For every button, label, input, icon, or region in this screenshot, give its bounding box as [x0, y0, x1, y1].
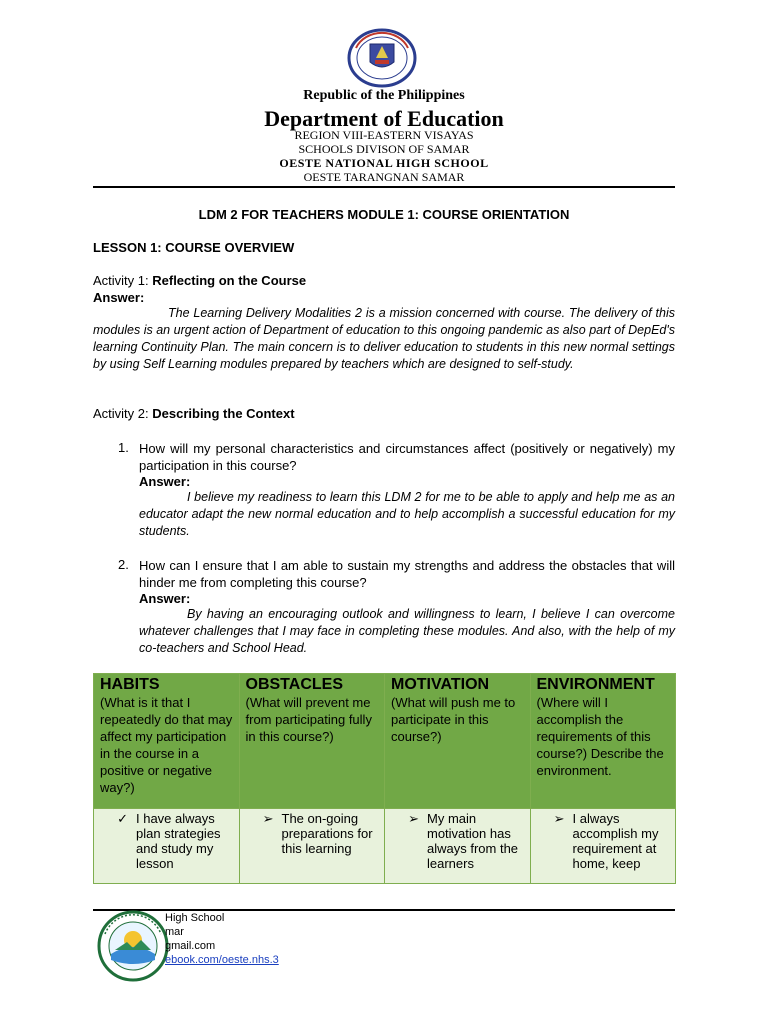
checkmark-icon: ✓ — [117, 811, 128, 826]
footer-divider — [93, 909, 675, 911]
activity-2-prefix: Activity 2: — [93, 406, 149, 421]
environment-description: (Where will I accomplish the requirements of this course?) Describe the environment. — [536, 695, 664, 778]
obstacles-heading: OBSTACLES — [245, 676, 343, 693]
environment-entry: I always accomplish my requirement at home, keep — [572, 811, 659, 871]
obstacles-entry: The on-going preparations for this learning — [281, 811, 373, 856]
motivation-entry-cell — [385, 809, 531, 884]
activity-2-title: Describing the Context — [152, 406, 295, 421]
activity-1-title: Reflecting on the Course — [152, 273, 307, 288]
arrow-bullet-icon: ➢ — [553, 811, 565, 826]
footer-address: mar — [165, 926, 184, 938]
activity-1-answer-label: Answer: — [93, 290, 145, 305]
question-1-answer: I believe my readiness to learn this LDM 2 for me to be able to apply and help me as an educator adapt the new normal education and to help accomplish a successful education for my students. — [139, 490, 675, 538]
lesson-heading: LESSON 1: COURSE OVERVIEW — [93, 240, 295, 255]
obstacles-entry-cell — [239, 809, 385, 884]
question-1-answer-label: Answer: — [139, 474, 191, 489]
school-location: OESTE TARANGNAN SAMAR — [303, 170, 465, 184]
department-title: Department of Education — [264, 106, 504, 131]
habits-description: (What is it that I repeatedly do that may affect my participation in the course in a positive or negative way?) — [100, 695, 233, 795]
school-name: OESTE NATIONAL HIGH SCHOOL — [279, 156, 489, 170]
republic-line: Republic of the Philippines — [303, 88, 465, 103]
question-2-answer: By having an encouraging outlook and willingness to learn, I believe I can overcome whatever challenges that I may face in completing these modules. And also, with the help of my co-teachers and School Head. — [139, 607, 675, 655]
motivation-description: (What will push me to participate in this course?) — [391, 695, 516, 744]
footer-email: gmail.com — [165, 940, 216, 952]
deped-seal-logo — [346, 28, 418, 88]
habits-header-cell — [94, 674, 240, 809]
school-seal-logo — [93, 910, 173, 982]
table-row — [94, 809, 676, 884]
question-2-number: 2. — [118, 557, 129, 572]
habits-heading: HABITS — [100, 676, 160, 693]
header-divider — [93, 186, 675, 188]
division-line: SCHOOLS DIVISON OF SAMAR — [298, 142, 470, 156]
environment-entry-cell — [530, 809, 676, 884]
document-title: LDM 2 FOR TEACHERS MODULE 1: COURSE ORIENTATION — [198, 207, 570, 222]
activity-2-heading — [93, 406, 295, 421]
motivation-entry: My main motivation has always from the learners — [427, 811, 519, 871]
environment-header-cell — [530, 674, 676, 809]
footer-facebook-link[interactable]: ebook.com/oeste.nhs.3 — [165, 954, 279, 966]
table-header-row — [94, 674, 676, 809]
obstacles-header-cell — [239, 674, 385, 809]
region-line: REGION VIII-EASTERN VISAYAS — [294, 128, 474, 142]
activity-1-heading — [93, 273, 306, 288]
activity-1-prefix: Activity 1: — [93, 273, 149, 288]
obstacles-description: (What will prevent me from participating fully in this course?) — [245, 695, 372, 744]
habits-entry-cell — [94, 809, 240, 884]
question-2-answer-label: Answer: — [139, 591, 191, 606]
reflection-table — [93, 673, 676, 884]
question-2-text: How can I ensure that I am able to sustain my strengths and address the obstacles that will hinder me from completing this course? — [139, 558, 675, 590]
motivation-header-cell — [385, 674, 531, 809]
footer-school: High School — [165, 912, 225, 924]
environment-heading: ENVIRONMENT — [536, 676, 655, 693]
question-1-number: 1. — [118, 440, 129, 455]
arrow-bullet-icon: ➢ — [408, 811, 419, 826]
motivation-heading: MOTIVATION — [391, 676, 490, 693]
question-1-text: How will my personal characteristics and circumstances affect (positively or negatively) my participation in this course? — [139, 441, 675, 473]
activity-1-answer: The Learning Delivery Modalities 2 is a mission concerned with course. The delivery of this modules is an urgent action of Department of education to this ongoing pandemic as also part of DepEd's learning Continuity Plan. The main concern is to deliver education to students in this new normal settings by using Self Learning modules prepared by teachers which are designed to self-study. — [93, 306, 675, 371]
habits-entry: I have always plan strategies and study my lesson — [136, 811, 221, 871]
arrow-bullet-icon: ➢ — [262, 811, 274, 826]
